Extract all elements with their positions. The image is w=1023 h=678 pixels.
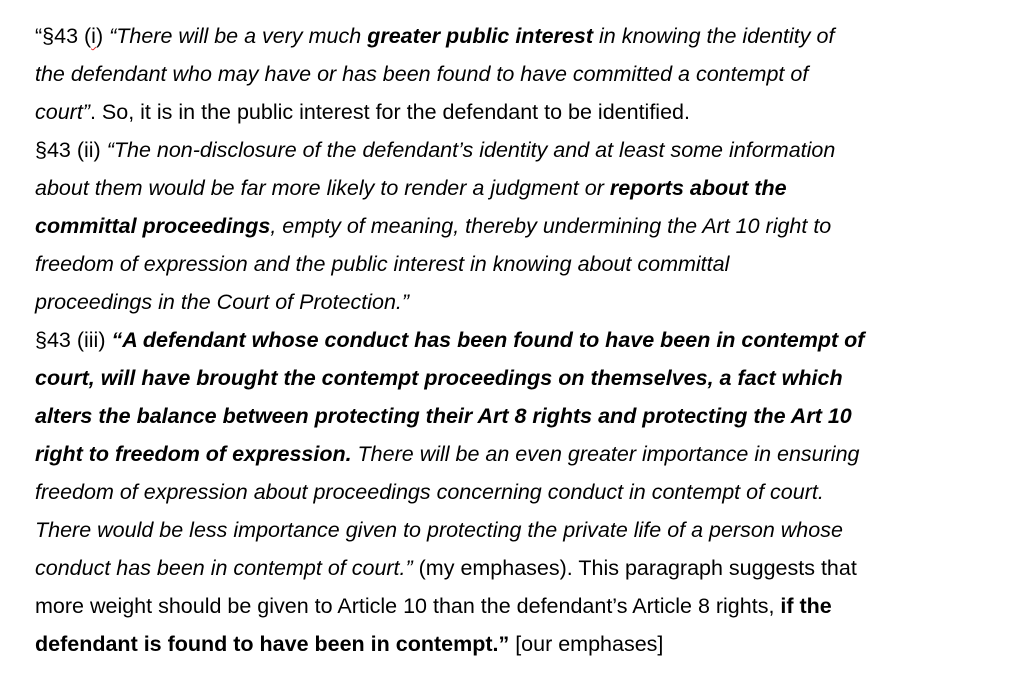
text-run: [our emphases] (509, 632, 664, 656)
text-run: “A defendant whose conduct has been found to have been in contempt of (111, 328, 865, 352)
text-run: greater public interest (367, 24, 594, 48)
text-line (35, 321, 1010, 359)
text-run: in knowing the identity of (593, 24, 835, 48)
text-line (35, 169, 1010, 207)
text-line (35, 397, 1010, 435)
text-line (35, 207, 1010, 245)
text-line (35, 93, 1010, 131)
text-run: ) (95, 24, 110, 48)
text-run: “There will be a very much (109, 24, 368, 48)
text-line (35, 17, 1010, 55)
text-line (35, 435, 1010, 473)
text-line (35, 283, 1010, 321)
text-run: §43 (ii) (35, 138, 107, 162)
text-run: if the (780, 594, 832, 618)
text-line (35, 625, 1010, 663)
text-run: freedom of expression about proceedings concerning conduct in contempt of court. (35, 480, 824, 504)
text-run: freedom of expression and the public interest in knowing about committal (35, 252, 730, 276)
text-run: court, will have brought the contempt proceedings on themselves, a fact which (35, 366, 843, 390)
text-line (35, 511, 1010, 549)
text-line (35, 131, 1010, 169)
text-run: committal proceedings (35, 214, 271, 238)
text-run: proceedings in the Court of Protection.” (35, 290, 410, 314)
text-run: , empty of meaning, thereby undermining the Art 10 right to (270, 214, 832, 238)
text-run: “§43 ( (35, 24, 92, 48)
text-run: alters the balance between protecting their Art 8 rights and protecting the Art 10 (35, 404, 852, 428)
text-run: more weight should be given to Article 10 than the defendant’s Article 8 rights, (35, 594, 781, 618)
text-run: the defendant who may have or has been found to have committed a contempt of (35, 62, 809, 86)
paragraph-43-i (35, 17, 1010, 131)
text-run: about them would be far more likely to render a judgment or (35, 176, 610, 200)
paragraph-43-ii (35, 131, 1010, 321)
text-run: §43 (iii) (35, 328, 112, 352)
spellcheck-flagged-text: i (91, 24, 96, 48)
text-line (35, 55, 1010, 93)
text-line (35, 473, 1010, 511)
text-run: There would be less importance given to protecting the private life of a person whose (35, 518, 843, 542)
text-line (35, 587, 1010, 625)
document-body (35, 17, 1010, 663)
text-run: There will be an even greater importance in ensuring (351, 442, 860, 466)
text-run: defendant is found to have been in contempt.” (35, 632, 510, 656)
text-line (35, 245, 1010, 283)
text-run: (my emphases). This paragraph suggests that (412, 556, 857, 580)
text-run: right to freedom of expression. (35, 442, 352, 466)
text-run: “The non-disclosure of the defendant’s identity and at least some information (106, 138, 836, 162)
text-run: . So, it is in the public interest for the defendant to be identified. (89, 100, 690, 124)
text-run: conduct has been in contempt of court.” (35, 556, 413, 580)
text-run: reports about the (609, 176, 787, 200)
text-run: court” (35, 100, 90, 124)
paragraph-43-iii (35, 321, 1010, 663)
text-line (35, 549, 1010, 587)
text-line (35, 359, 1010, 397)
